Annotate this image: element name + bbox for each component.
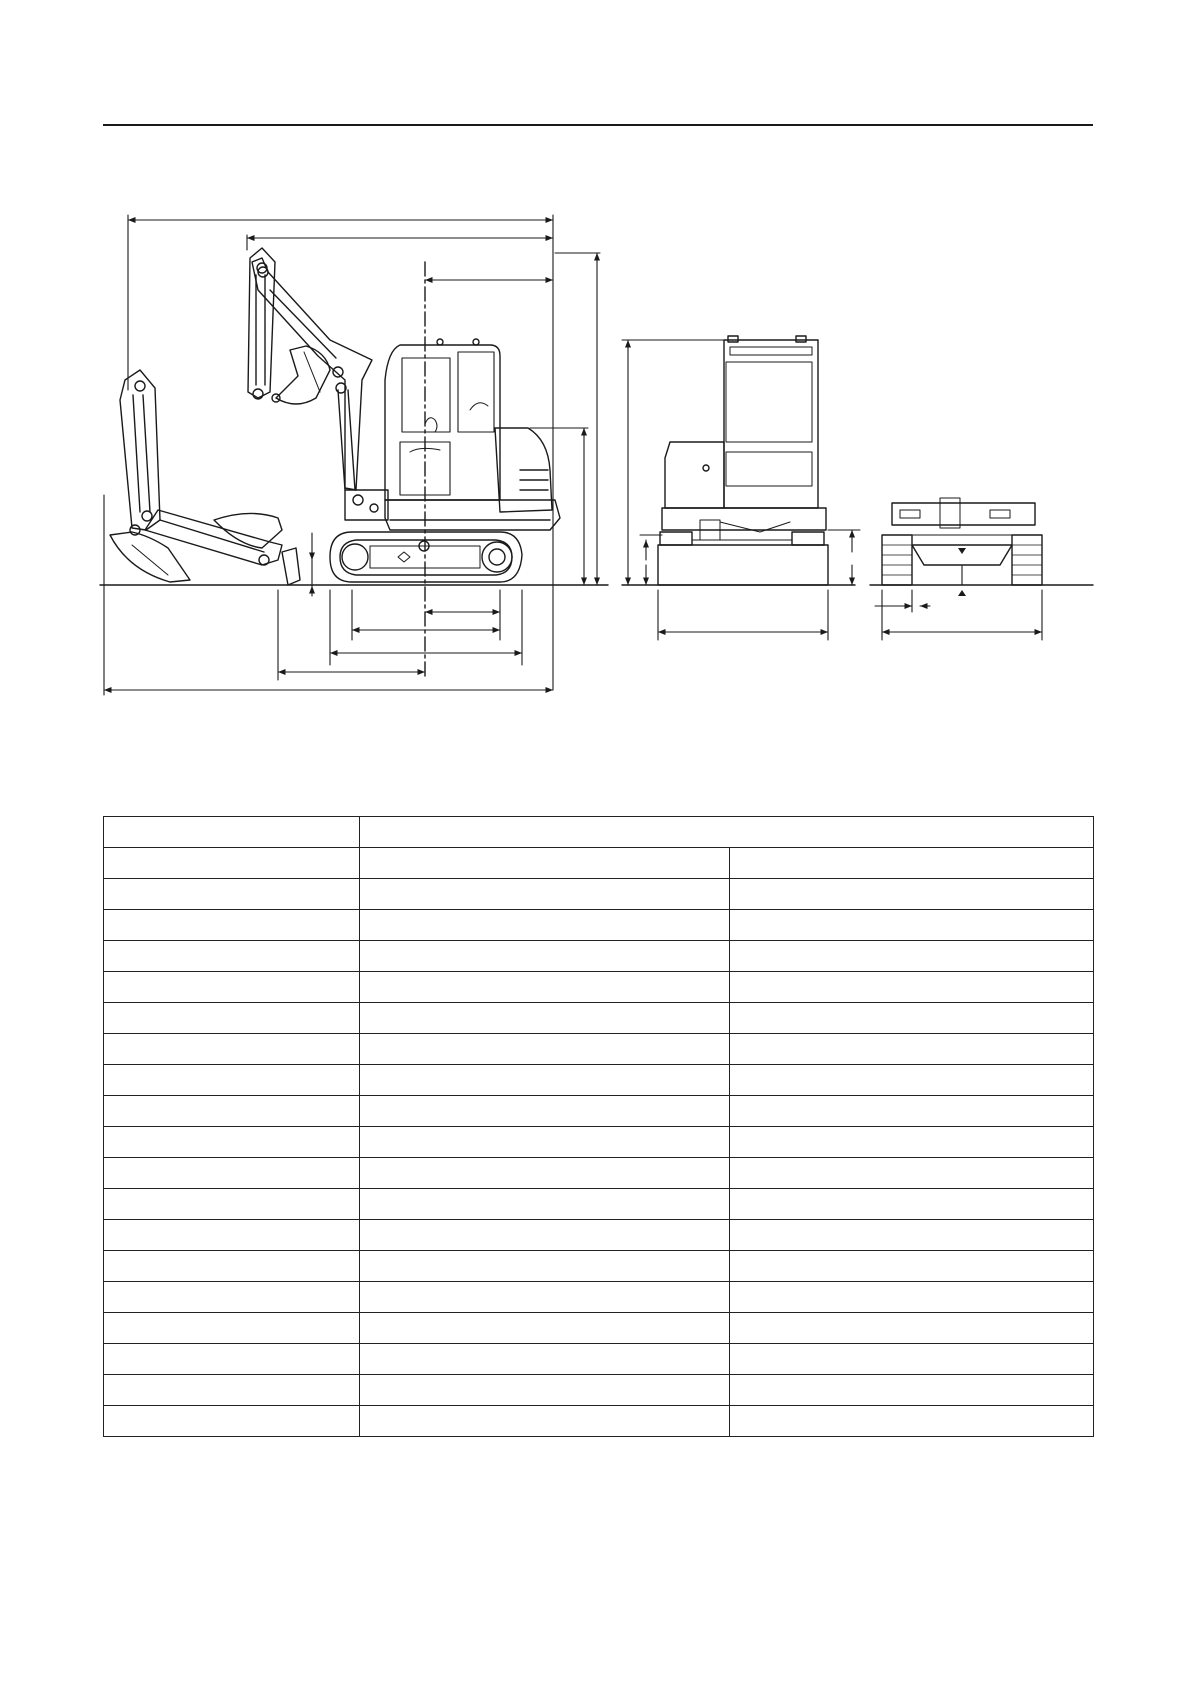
table-cell <box>104 1282 360 1313</box>
table-row <box>104 1406 1094 1437</box>
table-cell <box>360 1158 730 1189</box>
table-cell <box>104 1406 360 1437</box>
table-cell <box>730 1096 1094 1127</box>
table-cell <box>104 1127 360 1158</box>
table-cell <box>360 1406 730 1437</box>
spec-table <box>103 816 1094 1437</box>
table-cell <box>360 972 730 1003</box>
table-row <box>104 1189 1094 1220</box>
table-header-cell <box>360 817 1094 848</box>
table-cell <box>360 1127 730 1158</box>
front-dimensions <box>875 566 1042 640</box>
table-cell <box>360 848 730 879</box>
table-cell <box>104 1375 360 1406</box>
table-cell <box>360 941 730 972</box>
table-cell <box>104 1065 360 1096</box>
table-cell <box>730 1065 1094 1096</box>
table-cell <box>360 1096 730 1127</box>
table-row <box>104 1375 1094 1406</box>
table-header-cell <box>104 817 360 848</box>
table-header-row <box>104 817 1094 848</box>
table-cell <box>730 879 1094 910</box>
table-row <box>104 1127 1094 1158</box>
table-cell <box>360 1034 730 1065</box>
table-cell <box>360 910 730 941</box>
side-view <box>100 215 608 695</box>
upper-structure <box>110 248 560 585</box>
excavator-dimension-drawing <box>0 0 1191 760</box>
table-row <box>104 1313 1094 1344</box>
table-cell <box>104 1034 360 1065</box>
table-cell <box>104 941 360 972</box>
table-row <box>104 1065 1094 1096</box>
table-cell <box>360 1344 730 1375</box>
table-cell <box>730 1034 1094 1065</box>
rear-dimensions <box>622 340 860 640</box>
table-cell <box>730 1003 1094 1034</box>
table-row <box>104 1034 1094 1065</box>
table-cell <box>104 1313 360 1344</box>
table-cell <box>360 1251 730 1282</box>
table-cell <box>360 879 730 910</box>
table-cell <box>730 910 1094 941</box>
table-row <box>104 879 1094 910</box>
table-row <box>104 972 1094 1003</box>
table-cell <box>104 1096 360 1127</box>
table-row <box>104 1282 1094 1313</box>
table-cell <box>360 1003 730 1034</box>
table-cell <box>730 972 1094 1003</box>
table-row <box>104 1158 1094 1189</box>
table-row <box>104 1220 1094 1251</box>
rear-view <box>622 336 860 640</box>
table-cell <box>730 1344 1094 1375</box>
table-cell <box>730 1282 1094 1313</box>
table-row <box>104 1003 1094 1034</box>
track-side <box>330 532 522 582</box>
table-cell <box>730 1251 1094 1282</box>
table-cell <box>104 1220 360 1251</box>
table-cell <box>104 1158 360 1189</box>
table-cell <box>104 1344 360 1375</box>
table-row <box>104 1344 1094 1375</box>
table-cell <box>104 910 360 941</box>
front-view <box>870 498 1093 640</box>
table-cell <box>730 941 1094 972</box>
table-cell <box>104 848 360 879</box>
table-cell <box>104 972 360 1003</box>
table-cell <box>730 1189 1094 1220</box>
table-cell <box>730 1406 1094 1437</box>
table-cell <box>730 1375 1094 1406</box>
table-row <box>104 1251 1094 1282</box>
table-cell <box>730 1220 1094 1251</box>
table-cell <box>730 1158 1094 1189</box>
table-row <box>104 1096 1094 1127</box>
table-cell <box>360 1189 730 1220</box>
table-cell <box>104 1251 360 1282</box>
table-cell <box>104 879 360 910</box>
table-cell <box>360 1282 730 1313</box>
table-cell <box>360 1065 730 1096</box>
table-cell <box>360 1220 730 1251</box>
table-row <box>104 910 1094 941</box>
table-cell <box>104 1189 360 1220</box>
table-cell <box>730 1127 1094 1158</box>
table-cell <box>730 848 1094 879</box>
table-row <box>104 848 1094 879</box>
table-cell <box>360 1313 730 1344</box>
table-cell <box>104 1003 360 1034</box>
table-cell <box>730 1313 1094 1344</box>
table-row <box>104 941 1094 972</box>
table-cell <box>360 1375 730 1406</box>
